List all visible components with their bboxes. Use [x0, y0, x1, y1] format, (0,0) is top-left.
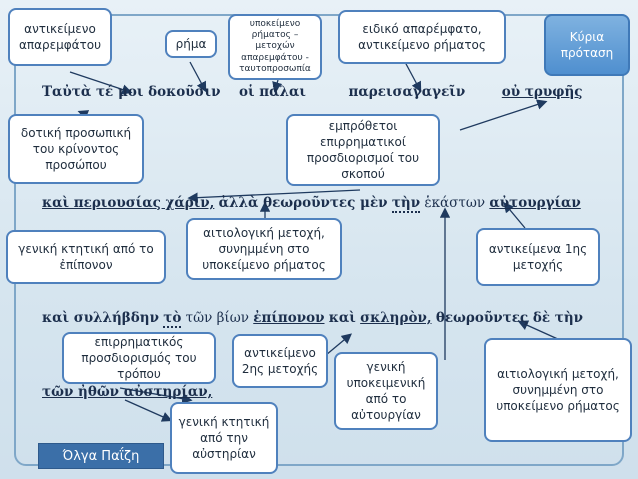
line3-segment-d: ἐπίπονον: [253, 310, 325, 326]
greek-line-1: [42, 84, 583, 100]
line2-segment-c: τὴν: [391, 195, 421, 211]
line1-segment-a: Ταὐτὰ τέ μοι δοκοῦσιν: [42, 84, 221, 100]
line3-segment-f: σκληρὸν,: [360, 310, 432, 326]
line1-segment-d: οὐ τρυφῆς: [501, 84, 583, 100]
greek-line-2: [42, 195, 581, 211]
line2-segment-a: καὶ περιουσίας χάριν,: [42, 195, 215, 211]
box-genitive-possessive-1: γενική κτητική από το ἐπίπονον: [6, 230, 166, 284]
box-main-clause: Κύρια πρόταση: [544, 14, 630, 76]
line1-segment-b: οἱ πάλαι: [239, 84, 306, 100]
line4-segment-a: τῶν ἠθῶν αὐστηρίαν,: [42, 384, 213, 400]
box-adverbial-manner: επιρρηματικός προσδιορισμός του τρόπου: [62, 332, 216, 384]
box-direct-object-infinitive: αντικείμενο απαρεμφάτου: [8, 8, 112, 66]
box-object-second-participle: αντικείμενο 2ης μετοχής: [232, 334, 328, 388]
line3-segment-a: καὶ συλλήβδην: [42, 310, 159, 326]
greek-line-3: [42, 310, 583, 326]
line3-segment-g: θεωροῦντες δὲ τὴν: [435, 310, 584, 326]
box-prepositional-purpose: εμπρόθετοι επιρρηματικοί προσδιορισμοί του σκοπού: [286, 114, 440, 186]
line3-segment-c: τῶν βίων: [185, 310, 249, 326]
box-participle-subject: υποκείμενο ρήματος – μετοχών απαρεμφάτου - ταυτοπροσωπία: [228, 14, 322, 80]
line3-segment-b: τὸ: [163, 310, 182, 326]
box-dative-judgment: δοτική προσωπική του κρίνοντος προσώπου: [8, 114, 144, 184]
box-special-infinitive: ειδικό απαρέμφατο, αντικείμενο ρήματος: [338, 10, 506, 64]
line2-segment-b: ἀλλὰ θεωροῦντες μὲν: [218, 195, 388, 211]
greek-line-4: [42, 384, 212, 400]
line2-segment-e: αὐτουργίαν: [489, 195, 581, 211]
box-genitive-possessive-2: γενική κτητική από την αὐστηρίαν: [170, 402, 278, 474]
line1-segment-c: παρεισαγαγεῖν: [348, 84, 466, 100]
box-genitive-subjective: γενική υποκειμενική από το αὐτουργίαν: [334, 352, 438, 430]
box-verb: ρήμα: [165, 30, 217, 58]
box-causal-participle-2: αιτιολογική μετοχή, συνημμένη στο υποκείμενο ρήματος: [484, 338, 632, 442]
line2-segment-d: ἑκάστων: [424, 195, 486, 211]
box-causal-participle-1: αιτιολογική μετοχή, συνημμένη στο υποκείμενο ρήματος: [186, 218, 342, 280]
line3-segment-e: καὶ: [328, 310, 356, 326]
author-label: Όλγα Παΐζη: [38, 443, 164, 469]
box-objects-first-participle: αντικείμενα 1ης μετοχής: [476, 228, 600, 286]
